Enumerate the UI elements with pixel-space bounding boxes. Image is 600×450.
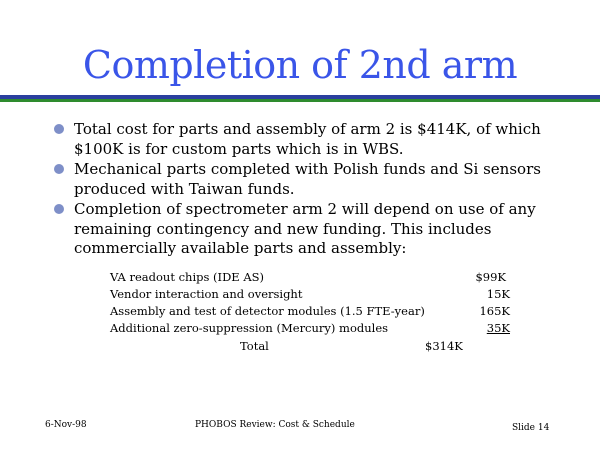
cost-item-value: 165K	[479, 304, 510, 318]
cost-item-value: 15K	[486, 287, 510, 301]
bullet-item	[52, 120, 582, 159]
bullet-dot-icon	[54, 124, 64, 134]
cost-row	[110, 303, 510, 320]
bullet-dot-icon	[54, 164, 64, 174]
bullet-item	[52, 200, 582, 259]
cost-row	[110, 269, 510, 286]
cost-item-value: $99K	[475, 270, 506, 284]
slide-number: Slide 14	[512, 423, 550, 433]
bullet-list	[52, 120, 582, 260]
total-label: Total	[240, 339, 269, 353]
total-value: $314K	[425, 339, 463, 353]
cost-row	[110, 320, 510, 337]
cost-table	[110, 269, 510, 337]
cost-item-label: Additional zero-suppression (Mercury) modules	[110, 321, 389, 335]
title-rule-green	[0, 99, 600, 102]
footer-title: PHOBOS Review: Cost & Schedule	[195, 420, 355, 430]
bullet-text: Total cost for parts and assembly of arm 2 is $414K, of which $100K is for custom parts which is in WBS.	[74, 120, 541, 158]
cost-item-value: 35K	[486, 321, 510, 335]
footer-date: 6-Nov-98	[45, 420, 87, 430]
bullet-item	[52, 160, 582, 199]
slide-title: Completion of 2nd arm	[82, 43, 518, 87]
bullet-text: Completion of spectrometer arm 2 will depend on use of any remaining contingency and new funding. This includes commercially available parts and assembly:	[74, 200, 536, 257]
bullet-text: Mechanical parts completed with Polish funds and Si sensors produced with Taiwan funds.	[74, 160, 541, 198]
cost-row	[110, 286, 510, 303]
cost-item-label: Vendor interaction and oversight	[110, 287, 303, 301]
cost-item-label: VA readout chips (IDE AS)	[110, 270, 265, 284]
cost-item-label: Assembly and test of detector modules (1.5 FTE-year)	[110, 304, 425, 318]
bullet-dot-icon	[54, 204, 64, 214]
